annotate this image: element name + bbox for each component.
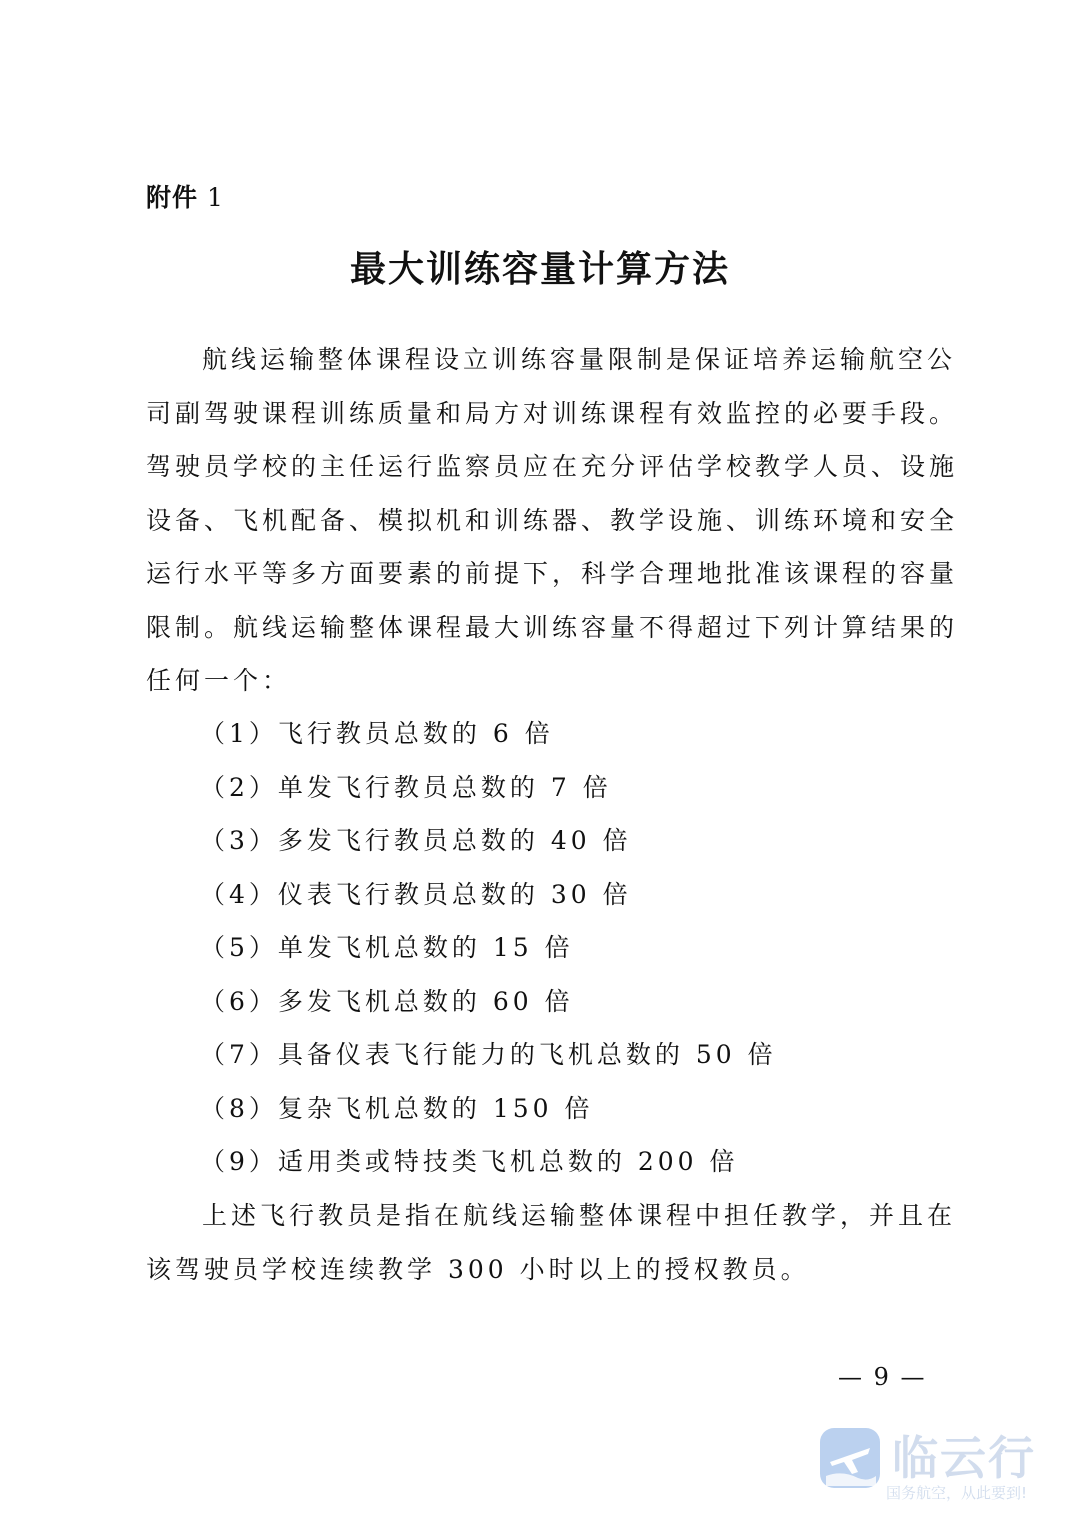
- intro-line: 限制。航线运输整体课程最大训练容量不得超过下列计算结果的: [146, 612, 959, 642]
- calculation-list: [200, 707, 777, 1189]
- list-item: （7）具备仪表飞行能力的飞机总数的 50 倍: [200, 1040, 777, 1069]
- intro-line: 司副驾驶课程训练质量和局方对训练课程有效监控的必要手段。: [146, 398, 959, 428]
- list-item: （3）多发飞行教员总数的 40 倍: [200, 826, 632, 855]
- list-item: （4）仪表飞行教员总数的 30 倍: [200, 879, 632, 909]
- attachment-label-number: 1: [206, 183, 224, 212]
- list-item: （2）单发飞行教员总数的 7 倍: [200, 772, 612, 802]
- watermark: [812, 1420, 1042, 1510]
- intro-paragraph: [146, 333, 959, 708]
- closing-paragraph: [146, 1189, 957, 1296]
- list-item: （8）复杂飞机总数的 150 倍: [200, 1093, 594, 1123]
- intro-line: 设备、飞机配备、模拟机和训练器、教学设施、训练环境和安全: [146, 505, 959, 535]
- attachment-label: [146, 178, 224, 218]
- intro-line: 任何一个：: [146, 666, 292, 695]
- list-item: （9）适用类或特技类飞机总数的 200 倍: [200, 1147, 739, 1176]
- closing-line: 上述飞行教员是指在航线运输整体课程中担任教学，并且在: [202, 1201, 957, 1230]
- airplane-logo-icon: [818, 1426, 882, 1490]
- closing-line: 该驾驶员学校连续教学 300 小时以上的授权教员。: [146, 1254, 810, 1284]
- list-item: （5）单发飞机总数的 15 倍: [200, 933, 574, 962]
- list-item: （6）多发飞机总数的 60 倍: [200, 986, 574, 1016]
- intro-line: 航线运输整体课程设立训练容量限制是保证培养运输航空公: [202, 345, 957, 374]
- intro-line: 运行水平等多方面要素的前提下，科学合理地批准该课程的容量: [146, 559, 959, 588]
- attachment-label-text: 附件: [146, 183, 199, 212]
- page-title: 最大训练容量计算方法: [349, 249, 730, 290]
- page-number: — 9 —: [838, 1363, 927, 1391]
- watermark-slogan: 国务航空，从此要到!: [886, 1484, 1028, 1502]
- list-item: （1）飞行教员总数的 6 倍: [200, 719, 554, 748]
- watermark-name: 临云行: [892, 1431, 1036, 1485]
- intro-line: 驾驶员学校的主任运行监察员应在充分评估学校教学人员、设施: [146, 452, 959, 481]
